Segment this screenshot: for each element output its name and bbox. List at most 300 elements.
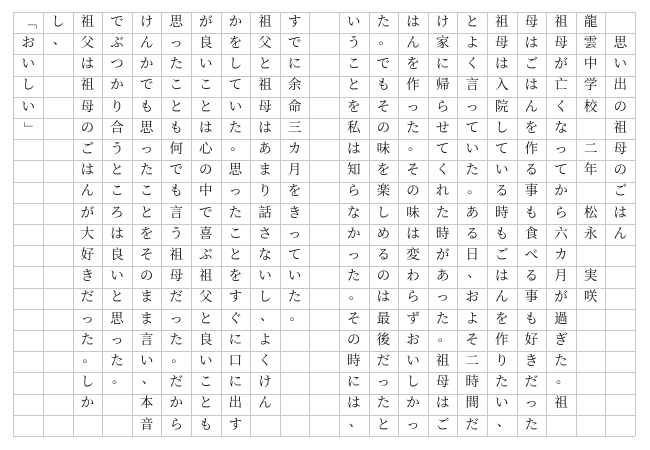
manuscript-cell-col18-row0: 祖	[80, 13, 95, 30]
manuscript-cell-col11-row6: カ	[287, 140, 302, 157]
manuscript-cell-col20-row1: お	[21, 34, 35, 51]
manuscript-cell-col9-row18: は	[347, 395, 361, 412]
manuscript-cell-col8-row4: そ	[376, 98, 391, 115]
manuscript-cell-col16-row9: と	[139, 204, 154, 221]
manuscript-cell-col16-row13: ま	[139, 289, 154, 306]
manuscript-cell-col12-row1: 父	[258, 34, 272, 51]
manuscript-cell-col3-row17: だ	[524, 374, 539, 391]
manuscript-cell-col1-row2: 中	[583, 56, 598, 73]
manuscript-cell-col17-row14: 思	[110, 310, 124, 327]
manuscript-cell-col15-row12: 母	[169, 268, 183, 285]
manuscript-cell-col17-row10: は	[110, 225, 124, 242]
manuscript-cell-col13-row11: と	[228, 246, 243, 263]
manuscript-cell-col5-row7: た	[465, 162, 479, 179]
manuscript-cell-col17-row2: つ	[110, 56, 124, 73]
manuscript-cell-col7-row15: お	[406, 331, 420, 348]
manuscript-cell-col6-row12: あ	[435, 268, 450, 285]
manuscript-cell-col15-row15: た	[169, 331, 183, 348]
manuscript-cell-col2-row14: 過	[554, 310, 568, 327]
manuscript-cell-col12-row16: く	[258, 352, 272, 369]
manuscript-cell-col0-row3: 出	[613, 77, 627, 94]
manuscript-cell-col17-row9: ろ	[110, 204, 124, 221]
manuscript-cell-col5-row19: だ	[465, 416, 479, 433]
manuscript-cell-col4-row15: 作	[495, 331, 509, 348]
manuscript-cell-col13-row4: い	[228, 98, 243, 115]
manuscript-cell-col6-row10: 時	[435, 225, 450, 242]
manuscript-cell-col17-row5: 合	[110, 119, 124, 136]
manuscript-cell-col6-row6: て	[435, 140, 450, 157]
manuscript-cell-col0-row8: ご	[613, 183, 627, 200]
manuscript-cell-col2-row5: な	[554, 119, 568, 136]
manuscript-cell-col6-row0: け	[435, 13, 450, 30]
manuscript-cell-col9-row17: に	[347, 374, 361, 391]
manuscript-cell-col17-row8: こ	[110, 183, 124, 200]
manuscript-cell-col17-row12: い	[110, 268, 124, 285]
manuscript-cell-col12-row10: さ	[258, 225, 272, 242]
manuscript-cell-col7-row17: し	[406, 374, 420, 391]
manuscript-cell-col3-row12: る	[524, 268, 539, 285]
manuscript-cell-col0-row2: い	[613, 56, 627, 73]
manuscript-cell-col8-row11: る	[376, 246, 391, 263]
manuscript-cell-col15-row13: だ	[169, 289, 183, 306]
manuscript-cell-col14-row16: い	[199, 352, 213, 369]
manuscript-cell-col16-row4: も	[139, 98, 154, 115]
manuscript-cell-col1-row10: 永	[583, 225, 598, 242]
manuscript-cell-col9-row1: う	[347, 34, 361, 51]
manuscript-cell-col0-row1: 思	[613, 34, 627, 51]
manuscript-cell-col4-row1: 母	[495, 34, 509, 51]
manuscript-cell-col3-row6: 作	[524, 140, 539, 157]
manuscript-cell-col8-row10: め	[376, 225, 391, 242]
manuscript-cell-col5-row12: 、	[467, 265, 481, 282]
manuscript-cell-col2-row12: 月	[554, 268, 568, 285]
manuscript-cell-col12-row17: け	[258, 374, 272, 391]
manuscript-cell-col2-row18: 祖	[554, 395, 568, 412]
manuscript-cell-col17-row1: ぶ	[110, 34, 124, 51]
manuscript-cell-col11-row7: 月	[287, 162, 302, 179]
manuscript-cell-col15-row18: か	[169, 395, 183, 412]
manuscript-cell-col18-row4: 母	[80, 98, 95, 115]
manuscript-cell-col7-row5: た	[406, 119, 420, 136]
manuscript-cell-col8-row15: 後	[376, 331, 391, 348]
manuscript-cell-col12-row0: 祖	[258, 13, 272, 30]
manuscript-cell-col16-row8: こ	[139, 183, 154, 200]
manuscript-cell-col5-row18: 間	[465, 395, 479, 412]
manuscript-cell-col1-row13: 咲	[583, 289, 598, 306]
manuscript-cell-col8-row18: た	[376, 395, 391, 412]
manuscript-cell-col5-row16: 二	[465, 352, 479, 369]
manuscript-cell-col5-row10: る	[465, 225, 479, 242]
manuscript-cell-col9-row7: 知	[347, 162, 361, 179]
manuscript-cell-col20-row3: し	[21, 77, 35, 94]
manuscript-cell-col14-row13: 父	[199, 289, 213, 306]
manuscript-cell-col13-row8: っ	[228, 183, 243, 200]
manuscript-cell-col7-row14: ず	[406, 310, 420, 327]
manuscript-cell-col18-row11: 好	[80, 246, 95, 263]
manuscript-cell-col16-row14: ま	[139, 310, 154, 327]
manuscript-cell-col7-row4: っ	[406, 98, 420, 115]
manuscript-cell-col11-row4: 命	[287, 98, 302, 115]
manuscript-cell-col14-row15: 良	[199, 331, 213, 348]
manuscript-cell-col6-row13: っ	[435, 289, 450, 306]
manuscript-cell-col3-row19: た	[524, 416, 539, 433]
manuscript-cell-col1-row11	[577, 244, 604, 267]
manuscript-cell-col3-row15: 好	[524, 331, 539, 348]
manuscript-cell-col14-row17: こ	[199, 374, 213, 391]
manuscript-cell-col2-row6: っ	[554, 140, 568, 157]
manuscript-cell-col6-row1: 家	[435, 34, 450, 51]
manuscript-cell-col14-row6: 心	[199, 140, 213, 157]
manuscript-cell-col20-row2: い	[21, 56, 35, 73]
manuscript-cell-col3-row0: 母	[524, 13, 539, 30]
manuscript-cell-col5-row3: 言	[465, 77, 479, 94]
manuscript-cell-col4-row11: ご	[495, 246, 509, 263]
manuscript-cell-col15-row16: 。	[171, 350, 185, 367]
manuscript-cell-col7-row1: ん	[406, 34, 420, 51]
manuscript-cell-col20-row0: 「	[20, 15, 37, 30]
manuscript-cell-col12-row7: ま	[258, 162, 272, 179]
manuscript-cell-col8-row8: 楽	[376, 183, 391, 200]
manuscript-cell-col13-row6: 。	[230, 138, 244, 155]
manuscript-cell-col3-row14: も	[524, 310, 539, 327]
manuscript-cell-col7-row8: の	[406, 183, 420, 200]
manuscript-cell-col4-row19: 、	[496, 413, 511, 430]
manuscript-cell-col6-row2: に	[435, 56, 450, 73]
manuscript-cell-col5-row9: あ	[465, 204, 479, 221]
manuscript-cell-col3-row2: ご	[524, 56, 539, 73]
manuscript-cell-col11-row11: て	[287, 246, 302, 263]
manuscript-cell-col13-row17: に	[228, 374, 243, 391]
manuscript-cell-col19-row1: 、	[52, 32, 67, 49]
manuscript-cell-col16-row10: を	[139, 225, 154, 242]
manuscript-cell-col13-row19: す	[228, 416, 243, 433]
manuscript-cell-col2-row15: ぎ	[554, 331, 568, 348]
manuscript-cell-col1-row3: 学	[583, 77, 598, 94]
manuscript-cell-col8-row13: は	[376, 289, 391, 306]
manuscript-cell-col3-row7: る	[524, 162, 539, 179]
manuscript-cell-col4-row2: は	[495, 56, 509, 73]
manuscript-cell-col9-row0: い	[347, 13, 361, 30]
manuscript-cell-col3-row18: っ	[524, 395, 539, 412]
manuscript-cell-col3-row8: 事	[524, 183, 539, 200]
manuscript-cell-col6-row18: は	[435, 395, 450, 412]
manuscript-cell-col2-row9: ら	[554, 204, 568, 221]
manuscript-cell-col4-row9: 時	[495, 204, 509, 221]
manuscript-cell-col4-row5: し	[495, 119, 509, 136]
manuscript-cell-col20-row4: い	[21, 98, 35, 115]
manuscript-cell-col5-row14: よ	[465, 310, 479, 327]
manuscript-cell-col16-row2: か	[139, 56, 154, 73]
manuscript-cell-col2-row1: 母	[554, 34, 568, 51]
manuscript-cell-col14-row14: と	[199, 310, 213, 327]
manuscript-cell-col5-row2: く	[465, 56, 479, 73]
manuscript-cell-col4-row12: は	[495, 268, 509, 285]
manuscript-cell-col2-row7: て	[554, 162, 568, 179]
manuscript-cell-col6-row15: 。	[437, 329, 452, 345]
manuscript-cell-col0-row7: の	[613, 162, 627, 179]
manuscript-cell-col13-row7: 思	[228, 162, 243, 179]
manuscript-cell-col12-row2: と	[258, 56, 272, 73]
manuscript-cell-col6-row9: た	[435, 204, 450, 221]
manuscript-cell-col13-row0: か	[228, 13, 243, 30]
manuscript-cell-col0-row5: 祖	[613, 119, 627, 136]
manuscript-cell-col6-row8: れ	[435, 183, 450, 200]
manuscript-cell-col14-row0: が	[199, 13, 213, 30]
manuscript-cell-col12-row12: い	[258, 268, 272, 285]
manuscript-cell-col18-row8: ん	[80, 183, 95, 200]
manuscript-cell-col12-row3: 祖	[258, 77, 272, 94]
manuscript-cell-col14-row3: こ	[199, 77, 213, 94]
manuscript-cell-col3-row16: き	[524, 352, 539, 369]
manuscript-cell-col7-row7: そ	[406, 162, 420, 179]
manuscript-cell-col7-row9: 味	[406, 204, 420, 221]
manuscript-cell-col6-row7: く	[435, 162, 450, 179]
manuscript-cell-col17-row13: と	[110, 289, 124, 306]
manuscript-cell-col0-row4: の	[613, 98, 627, 115]
manuscript-cell-col18-row6: ご	[80, 140, 95, 157]
manuscript-cell-col7-row6: 。	[408, 138, 422, 155]
manuscript-cell-col8-row2: で	[376, 56, 391, 73]
manuscript-cell-col9-row12: た	[347, 268, 361, 285]
manuscript-cell-col8-row19: と	[376, 416, 391, 433]
manuscript-cell-col9-row4: を	[347, 98, 361, 115]
manuscript-cell-col7-row18: か	[406, 395, 420, 412]
manuscript-cell-col3-row3: は	[524, 77, 539, 94]
manuscript-cell-col8-row9: し	[376, 204, 391, 221]
manuscript-cell-col4-row8: る	[495, 183, 509, 200]
manuscript-cell-col5-row15: そ	[465, 331, 479, 348]
manuscript-cell-col2-row3: 亡	[554, 77, 568, 94]
manuscript-cell-col16-row7: た	[139, 162, 154, 179]
manuscript-cell-col1-row0: 龍	[583, 13, 598, 30]
manuscript-cell-col15-row7: で	[169, 162, 183, 179]
manuscript-cell-col3-row10: 食	[524, 225, 539, 242]
manuscript-cell-col15-row6: 何	[169, 140, 183, 157]
manuscript-cell-col13-row1: を	[228, 34, 243, 51]
manuscript-cell-col1-row5	[577, 117, 604, 140]
manuscript-cell-col18-row7: は	[80, 162, 95, 179]
manuscript-cell-col7-row10: は	[406, 225, 420, 242]
manuscript-cell-col15-row1: っ	[169, 34, 183, 51]
manuscript-cell-col4-row0: 祖	[495, 13, 509, 30]
manuscript-cell-col15-row11: 祖	[169, 246, 183, 263]
manuscript-cell-col16-row0: け	[139, 13, 154, 30]
manuscript-cell-col1-row4: 校	[583, 98, 598, 115]
manuscript-cell-col13-row2: し	[228, 56, 243, 73]
manuscript-cell-col4-row4: 院	[495, 98, 509, 115]
manuscript-cell-col15-row0: 思	[169, 13, 183, 30]
manuscript-cell-col13-row18: 出	[228, 395, 243, 412]
manuscript-cell-col2-row16: た	[554, 352, 568, 369]
manuscript-cell-col14-row10: 喜	[199, 225, 213, 242]
manuscript-cell-col17-row4: り	[110, 98, 124, 115]
manuscript-cell-col12-row14: 、	[260, 307, 274, 324]
manuscript-cell-col15-row19: ら	[169, 416, 183, 433]
manuscript-cell-col9-row9: な	[347, 204, 361, 221]
manuscript-cell-col11-row1: で	[287, 34, 302, 51]
manuscript-cell-col9-row5: 私	[347, 119, 361, 136]
manuscript-cell-col14-row19: も	[199, 416, 213, 433]
manuscript-cell-col12-row6: あ	[258, 140, 272, 157]
manuscript-cell-col2-row4: く	[554, 98, 568, 115]
manuscript-cell-col0-row10: ん	[613, 225, 627, 242]
manuscript-cell-col2-row8: か	[554, 183, 568, 200]
manuscript-cell-col18-row3: 祖	[80, 77, 95, 94]
manuscript-cell-col4-row14: を	[495, 310, 509, 327]
manuscript-cell-col11-row9: き	[287, 204, 302, 221]
manuscript-cell-col17-row16: た	[110, 352, 124, 369]
manuscript-cell-col17-row17: 。	[112, 371, 126, 388]
manuscript-cell-col5-row1: よ	[465, 34, 479, 51]
manuscript-cell-col8-row1: 。	[378, 32, 392, 49]
manuscript-cell-col1-row12: 実	[583, 268, 598, 285]
manuscript-cell-col15-row3: こ	[169, 77, 183, 94]
manuscript-cell-col13-row15: に	[228, 331, 243, 348]
manuscript-cell-col9-row13: 。	[348, 286, 363, 303]
manuscript-cell-col14-row1: 良	[199, 34, 213, 51]
grid-line-vertical	[635, 12, 636, 436]
manuscript-cell-col11-row10: っ	[287, 225, 302, 242]
manuscript-cell-col11-row5: 三	[287, 119, 302, 136]
manuscript-cell-col20-row5: 」	[20, 121, 37, 136]
manuscript-cell-col8-row12: の	[376, 268, 391, 285]
manuscript-cell-col12-row9: 話	[258, 204, 272, 221]
manuscript-cell-col18-row15: た	[80, 331, 95, 348]
manuscript-cell-col9-row10: か	[347, 225, 361, 242]
manuscript-cell-col4-row18: い	[495, 395, 509, 412]
manuscript-cell-col1-row1: 雲	[583, 34, 598, 51]
manuscript-cell-col16-row1: ん	[139, 34, 154, 51]
manuscript-cell-col7-row3: 作	[406, 77, 420, 94]
manuscript-cell-col12-row8: り	[258, 183, 272, 200]
manuscript-cell-col2-row0: 祖	[554, 13, 568, 30]
manuscript-cell-col17-row3: か	[110, 77, 124, 94]
manuscript-cell-col8-row7: を	[376, 162, 391, 179]
manuscript-cell-col11-row13: た	[287, 289, 302, 306]
manuscript-cell-col14-row18: と	[199, 395, 213, 412]
manuscript-cell-col9-row8: ら	[347, 183, 361, 200]
manuscript-cell-col17-row0: で	[110, 13, 124, 30]
manuscript-cell-col14-row8: 中	[199, 183, 213, 200]
manuscript-cell-col7-row0: は	[406, 13, 420, 30]
manuscript-cell-col16-row12: の	[139, 268, 154, 285]
manuscript-cell-col18-row16: 。	[82, 350, 96, 367]
manuscript-cell-col3-row5: を	[524, 119, 539, 136]
manuscript-cell-col18-row10: 大	[80, 225, 95, 242]
manuscript-cell-col6-row16: 祖	[435, 352, 450, 369]
manuscript-cell-col8-row14: 最	[376, 310, 391, 327]
manuscript-cell-col9-row19: 、	[348, 413, 363, 430]
manuscript-cell-col11-row14: 。	[289, 307, 304, 324]
manuscript-cell-col9-row11: っ	[347, 246, 361, 263]
manuscript-cell-col6-row4: ら	[435, 98, 450, 115]
manuscript-cell-col12-row15: よ	[258, 331, 272, 348]
manuscript-cell-col9-row2: こ	[347, 56, 361, 73]
manuscript-cell-col3-row1: は	[524, 34, 539, 51]
manuscript-cell-col5-row0: と	[465, 13, 479, 30]
manuscript-cell-col18-row2: は	[80, 56, 95, 73]
manuscript-cell-col8-row17: っ	[376, 374, 391, 391]
manuscript-cell-col15-row2: た	[169, 56, 183, 73]
manuscript-cell-col16-row17: 、	[141, 371, 156, 388]
manuscript-cell-col18-row9: が	[80, 204, 95, 221]
manuscript-cell-col15-row8: も	[169, 183, 183, 200]
manuscript-cell-col1-row9: 松	[583, 204, 598, 221]
manuscript-cell-col7-row2: を	[406, 56, 420, 73]
manuscript-cell-col5-row5: て	[465, 119, 479, 136]
manuscript-cell-col11-row12: い	[287, 268, 302, 285]
manuscript-cell-col15-row9: 言	[169, 204, 183, 221]
manuscript-cell-col6-row17: 母	[435, 374, 450, 391]
manuscript-cell-col4-row13: ん	[495, 289, 509, 306]
manuscript-cell-col6-row3: 帰	[435, 77, 450, 94]
manuscript-cell-col2-row11: カ	[554, 246, 568, 263]
manuscript-cell-col8-row3: も	[376, 77, 391, 94]
manuscript-cell-col18-row12: き	[80, 268, 95, 285]
manuscript-cell-col2-row10: 六	[554, 225, 568, 242]
manuscript-cell-col12-row5: は	[258, 119, 272, 136]
manuscript-cell-col14-row11: ぶ	[199, 246, 213, 263]
manuscript-cell-col13-row10: こ	[228, 225, 243, 242]
manuscript-cell-col3-row4: ん	[524, 98, 539, 115]
manuscript-cell-col8-row16: だ	[376, 352, 391, 369]
manuscript-cell-col16-row18: 本	[139, 395, 154, 412]
manuscript-cell-col3-row9: も	[524, 204, 539, 221]
manuscript-cell-col12-row11: な	[258, 246, 272, 263]
manuscript-cell-col11-row8: を	[287, 183, 302, 200]
manuscript-cell-col18-row17: し	[80, 374, 95, 391]
manuscript-cell-col15-row10: う	[169, 225, 183, 242]
manuscript-cell-col8-row6: 味	[376, 140, 391, 157]
manuscript-cell-col13-row5: た	[228, 119, 243, 136]
manuscript-cell-col18-row14: っ	[80, 310, 95, 327]
manuscript-cell-col15-row14: っ	[169, 310, 183, 327]
manuscript-cell-col5-row8: 。	[467, 180, 481, 197]
manuscript-cell-col7-row13: ら	[406, 289, 420, 306]
manuscript-cell-col11-row0: す	[287, 13, 302, 30]
manuscript-cell-col13-row16: 口	[228, 352, 243, 369]
manuscript-cell-col14-row12: 祖	[199, 268, 213, 285]
manuscript-cell-col17-row15: っ	[110, 331, 124, 348]
manuscript-cell-col6-row14: た	[435, 310, 450, 327]
manuscript-cell-col18-row1: 父	[80, 34, 95, 51]
manuscript-cell-col12-row13: し	[258, 289, 272, 306]
manuscript-cell-col9-row14: そ	[347, 310, 361, 327]
manuscript-cell-col16-row3: で	[139, 77, 154, 94]
manuscript-cell-col3-row13: 事	[524, 289, 539, 306]
manuscript-cell-col0-row6: 母	[613, 140, 627, 157]
manuscript-cell-col14-row4: と	[199, 98, 213, 115]
manuscript-cell-col13-row3: て	[228, 77, 243, 94]
manuscript-cell-col15-row4: と	[169, 98, 183, 115]
manuscript-cell-col15-row5: も	[169, 119, 183, 136]
manuscript-cell-col4-row3: 入	[495, 77, 509, 94]
manuscript-cell-col5-row17: 時	[465, 374, 479, 391]
manuscript-cell-col6-row5: せ	[435, 119, 450, 136]
manuscript-cell-col17-row11: 良	[110, 246, 124, 263]
manuscript-cell-col7-row16: い	[406, 352, 420, 369]
manuscript-cell-col16-row16: い	[139, 352, 154, 369]
manuscript-cell-col16-row19: 音	[139, 416, 154, 433]
manuscript-cell-col18-row13: だ	[80, 289, 95, 306]
manuscript-cell-col9-row6: は	[347, 140, 361, 157]
manuscript-cell-col4-row16: り	[495, 352, 509, 369]
manuscript-cell-col14-row7: の	[199, 162, 213, 179]
manuscript-cell-col15-row17: だ	[169, 374, 183, 391]
manuscript-cell-col4-row7: い	[495, 162, 509, 179]
manuscript-cell-col8-row5: の	[376, 119, 391, 136]
manuscript-cell-col16-row11: そ	[139, 246, 154, 263]
